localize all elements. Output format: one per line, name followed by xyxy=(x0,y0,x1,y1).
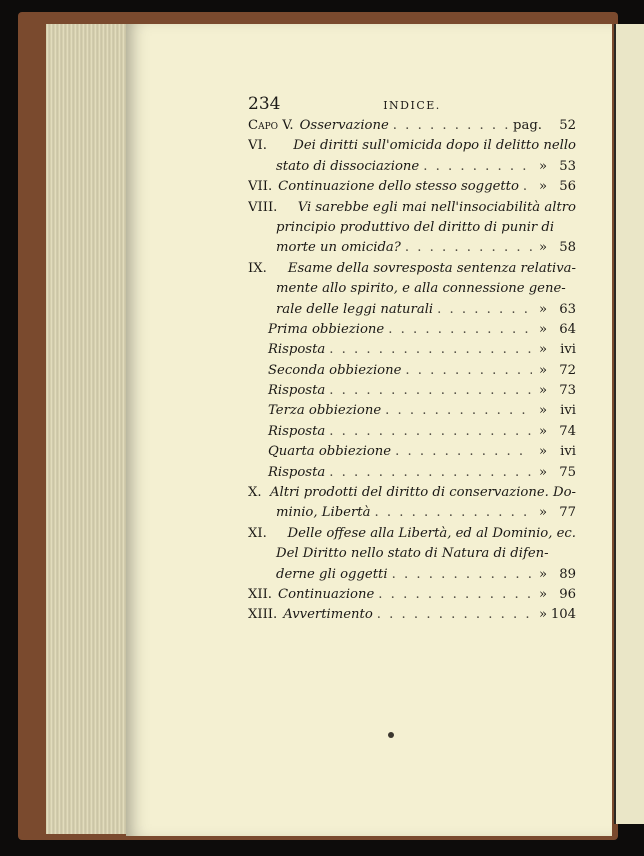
toc-line-final xyxy=(248,157,576,177)
toc-line xyxy=(248,544,576,564)
ditto-mark: » xyxy=(538,179,548,195)
ditto-mark: » xyxy=(538,464,548,480)
entry-title: rale delle leggi naturali xyxy=(276,301,434,317)
toc-line xyxy=(248,218,576,238)
toc-entry xyxy=(248,361,576,381)
toc-line-final xyxy=(248,605,576,625)
toc-line xyxy=(248,198,576,218)
toc-entry xyxy=(248,116,576,136)
entry-title: principio produttivo del diritto di punir di xyxy=(276,219,555,235)
table-of-contents xyxy=(248,116,576,626)
leader-dots xyxy=(423,157,532,177)
entry-title: Risposta xyxy=(268,464,326,480)
running-head xyxy=(248,96,576,116)
entry-title: Altri prodotti del diritto di conservazione. Do- xyxy=(269,485,576,501)
toc-entry xyxy=(248,381,576,401)
toc-entry xyxy=(248,605,576,625)
page-ref: ivi xyxy=(560,444,576,460)
toc-entry xyxy=(248,463,576,483)
leader-dots xyxy=(329,340,532,360)
ditto-mark: » xyxy=(538,301,548,317)
page-ref: 58 xyxy=(559,240,576,256)
entry-title: Del Diritto nello stato di Natura di difen- xyxy=(276,546,549,562)
entry-title: Vi sarebbe egli mai nell'insociabilità altro xyxy=(297,199,576,215)
toc-entry xyxy=(248,524,576,585)
leader-dots xyxy=(392,565,532,585)
leader-dots xyxy=(437,300,532,320)
toc-line-final xyxy=(248,442,576,462)
page-ref: 104 xyxy=(550,607,576,623)
leader-dots xyxy=(378,585,532,605)
leader-dots xyxy=(329,422,532,442)
entry-title: Osservazione xyxy=(299,118,389,133)
ditto-mark: » xyxy=(538,607,548,623)
toc-line-final xyxy=(248,300,576,320)
chapter-number: VI. xyxy=(248,138,267,154)
toc-entry xyxy=(248,422,576,442)
page-ref: ivi xyxy=(560,403,576,419)
toc-entry xyxy=(248,483,576,524)
page-ref: 63 xyxy=(559,301,576,317)
leader-dots xyxy=(374,503,532,523)
toc-entry xyxy=(248,442,576,462)
ditto-mark: » xyxy=(538,362,548,378)
entry-title: Quarta obbiezione xyxy=(268,444,392,460)
page-ref: 72 xyxy=(559,362,576,378)
chapter-number: XI. xyxy=(248,525,267,541)
chapter-number: IX. xyxy=(248,260,267,276)
entry-title: Prima obbiezione xyxy=(268,321,385,337)
running-title: INDICE. xyxy=(383,99,441,112)
page-ref: ivi xyxy=(560,342,576,358)
entry-title: derne gli oggetti xyxy=(276,566,388,582)
leader-dots xyxy=(395,442,532,462)
leader-dots xyxy=(329,463,532,483)
page-ref: 56 xyxy=(559,179,576,195)
ditto-mark: » xyxy=(538,383,548,399)
entry-title: Delle offese alla Libertà, ed al Dominio, ec. xyxy=(287,525,576,541)
chapter-number: XIII. xyxy=(248,607,278,623)
entry-title: Continuazione dello stesso soggetto xyxy=(278,179,519,195)
toc-entry xyxy=(248,340,576,360)
leader-dots xyxy=(385,401,532,421)
page-ref: 74 xyxy=(559,423,576,439)
entry-title: Seconda obbiezione xyxy=(268,362,402,378)
facing-page-edge xyxy=(614,24,644,824)
page-ref: 52 xyxy=(559,118,576,133)
toc-line-final xyxy=(248,422,576,442)
toc-line xyxy=(248,279,576,299)
toc-entry xyxy=(248,259,576,320)
toc-line-final xyxy=(248,116,576,136)
toc-line-final xyxy=(248,238,576,258)
entry-title: Continuazione xyxy=(278,586,375,602)
entry-title: Risposta xyxy=(268,342,326,358)
toc-entry xyxy=(248,198,576,259)
ditto-mark: » xyxy=(538,158,548,174)
toc-entry xyxy=(248,401,576,421)
toc-line-final xyxy=(248,503,576,523)
toc-entry xyxy=(248,177,576,197)
toc-line-final xyxy=(248,565,576,585)
toc-line-final xyxy=(248,340,576,360)
entry-title: minio, Libertà xyxy=(276,505,371,521)
page-ref: 64 xyxy=(559,321,576,337)
toc-line-final xyxy=(248,381,576,401)
page-label: pag. xyxy=(513,118,542,133)
entry-title: morte un omicida? xyxy=(276,240,401,256)
ditto-mark: » xyxy=(538,403,548,419)
toc-line-final xyxy=(248,177,576,197)
toc-entry xyxy=(248,320,576,340)
page-ornament xyxy=(388,732,394,738)
ditto-mark: » xyxy=(538,505,548,521)
leader-dots xyxy=(523,177,532,197)
chapter-number: VIII. xyxy=(248,199,278,215)
toc-line xyxy=(248,136,576,156)
ditto-mark: » xyxy=(538,586,548,602)
entry-title: Risposta xyxy=(268,383,326,399)
entry-title: Risposta xyxy=(268,423,326,439)
toc-line-final xyxy=(248,361,576,381)
leader-dots xyxy=(388,320,532,340)
ditto-mark: » xyxy=(538,321,548,337)
toc-line-final xyxy=(248,585,576,605)
toc-line xyxy=(248,259,576,279)
page-ref: 89 xyxy=(559,566,576,582)
ditto-mark: » xyxy=(538,566,548,582)
page-ref: 77 xyxy=(559,505,576,521)
toc-line xyxy=(248,483,576,503)
toc-entry xyxy=(248,585,576,605)
leader-dots xyxy=(377,605,532,625)
entry-title: Terza obbiezione xyxy=(268,403,382,419)
entry-title: Esame della sovresposta sentenza relativa- xyxy=(287,260,576,276)
page-edges xyxy=(46,24,133,834)
chapter-number: VII. xyxy=(248,179,273,195)
page-ref: 73 xyxy=(559,383,576,399)
toc-line-final xyxy=(248,463,576,483)
page-number: 234 xyxy=(248,94,281,114)
entry-title: Dei diritti sull'omicida dopo il delitto nello xyxy=(293,138,576,154)
chapter-number: XII. xyxy=(248,586,272,602)
leader-dots xyxy=(405,361,532,381)
page-ref: 53 xyxy=(559,158,576,174)
ditto-mark: » xyxy=(538,423,548,439)
leader-dots xyxy=(393,116,509,136)
leader-dots xyxy=(329,381,532,401)
chapter-number: Capo V. xyxy=(248,118,294,133)
toc-line-final xyxy=(248,401,576,421)
toc-line xyxy=(248,524,576,544)
leader-dots xyxy=(405,238,532,258)
page-ref: 75 xyxy=(559,464,576,480)
ditto-mark: » xyxy=(538,342,548,358)
chapter-number: X. xyxy=(248,485,262,501)
entry-title: stato di dissociazione xyxy=(276,158,420,174)
ditto-mark: » xyxy=(538,444,548,460)
ditto-mark: » xyxy=(538,240,548,256)
entry-title: mente allo spirito, e alla connessione gene- xyxy=(276,281,566,297)
toc-line-final xyxy=(248,320,576,340)
toc-entry xyxy=(248,136,576,177)
entry-title: Avvertimento xyxy=(283,607,373,623)
page-ref: 96 xyxy=(559,586,576,602)
